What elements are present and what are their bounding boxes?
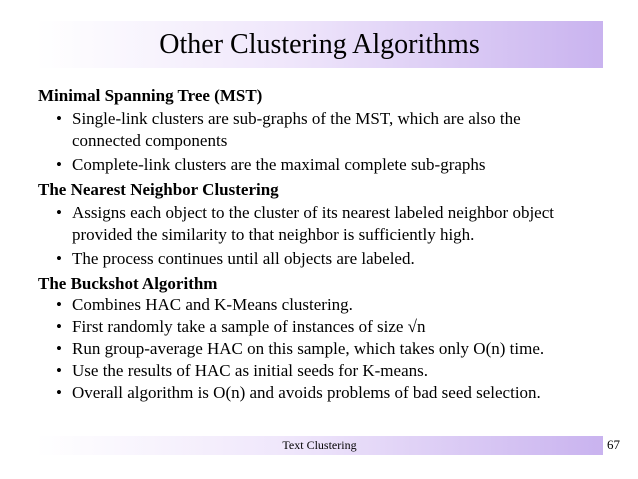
- section-mst: [38, 86, 598, 176]
- bullet-text-line: Run group-average HAC on this sample, which takes only O(n) time.: [72, 339, 545, 358]
- bullet-icon: •: [56, 203, 62, 222]
- bullet-text-line: provided the similarity to that neighbor is sufficiently high.: [72, 225, 475, 244]
- section-heading: The Buckshot Algorithm: [38, 274, 218, 293]
- bullet-icon: •: [56, 295, 62, 314]
- bullet-text-line: Single-link clusters are sub-graphs of the MST, which are also the: [72, 109, 521, 128]
- bullet-text-line: Complete-link clusters are the maximal complete sub-graphs: [72, 155, 486, 174]
- bullet-list: [38, 294, 598, 404]
- list-item: [38, 360, 598, 382]
- section-heading: The Nearest Neighbor Clustering: [38, 180, 279, 199]
- bullet-list: [38, 202, 598, 270]
- list-item: [38, 248, 598, 270]
- bullet-text-line: Overall algorithm is O(n) and avoids problems of bad seed selection.: [72, 383, 541, 402]
- bullet-text-line: Combines HAC and K-Means clustering.: [72, 295, 353, 314]
- bullet-icon: •: [56, 109, 62, 128]
- list-item: [38, 382, 598, 404]
- list-item: [38, 202, 598, 246]
- bullet-icon: •: [56, 361, 62, 380]
- bullet-text-line: First randomly take a sample of instances of size √n: [72, 317, 426, 336]
- bullet-icon: •: [56, 339, 62, 358]
- list-item: [38, 108, 598, 152]
- bullet-icon: •: [56, 155, 62, 174]
- section-heading: Minimal Spanning Tree (MST): [38, 86, 263, 105]
- bullet-text-line: connected components: [72, 131, 228, 150]
- list-item: [38, 154, 598, 176]
- list-item: [38, 338, 598, 360]
- list-item: [38, 316, 598, 338]
- section-nearest-neighbor: [38, 180, 598, 270]
- bullet-text-line: The process continues until all objects are labeled.: [72, 249, 415, 268]
- section-buckshot: [38, 274, 598, 404]
- page-number: 67: [607, 437, 620, 452]
- footer-title: Text Clustering: [282, 438, 357, 452]
- bullet-list: [38, 108, 598, 176]
- bullet-icon: •: [56, 249, 62, 268]
- bullet-text-line: Assigns each object to the cluster of its nearest labeled neighbor object: [72, 203, 554, 222]
- slide-title: Other Clustering Algorithms: [159, 29, 480, 60]
- bullet-icon: •: [56, 317, 62, 336]
- list-item: [38, 294, 598, 316]
- bullet-text-line: Use the results of HAC as initial seeds for K-means.: [72, 361, 428, 380]
- bullet-icon: •: [56, 383, 62, 402]
- slide-content: [38, 86, 598, 404]
